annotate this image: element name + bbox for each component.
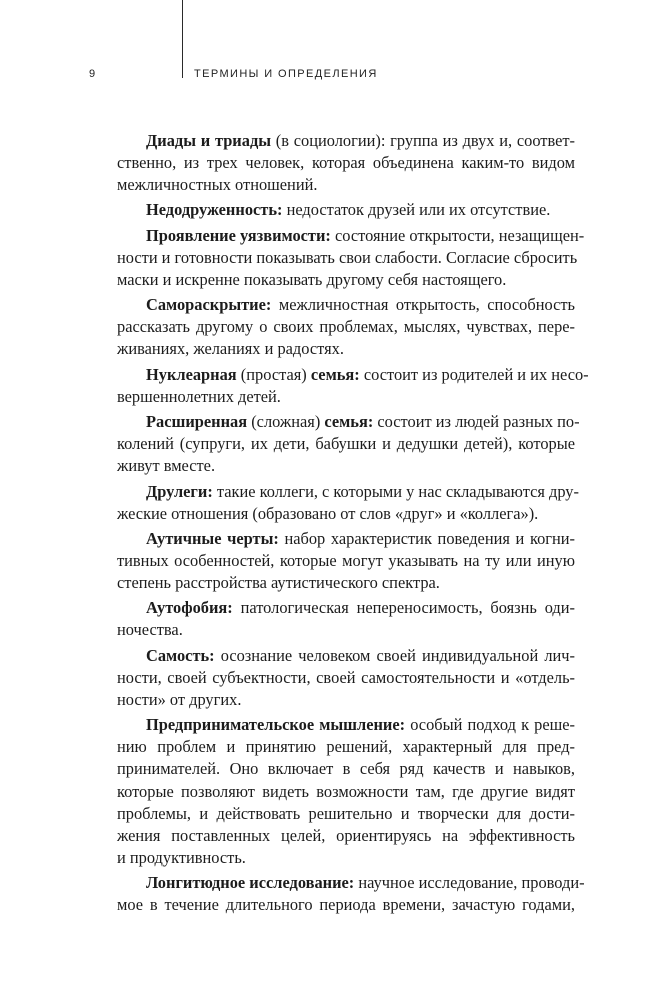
term: Друлеги: [146, 481, 213, 501]
entry-line [117, 572, 575, 594]
entry-line [117, 803, 575, 825]
entry-line [117, 338, 575, 360]
term: Самораскрытие: [146, 295, 272, 315]
definition-text: живаниях, желаниях и радостях. [117, 339, 344, 359]
definition-text: ночества. [117, 620, 183, 640]
glossary-entry [117, 645, 575, 711]
entry-first-line [117, 225, 585, 247]
entry-line [117, 736, 575, 758]
definition-text: особый подход к реше- [405, 715, 575, 735]
entry-first-line [117, 481, 579, 503]
definition-text: жеские отношения (образовано от слов «друг» и «коллега»). [117, 503, 539, 523]
entry-first-line [117, 714, 575, 736]
entry-line [117, 386, 575, 408]
entry-first-line [117, 528, 575, 550]
glossary-entry [117, 597, 575, 641]
definition-text: состоит из родителей и их несо- [359, 364, 589, 384]
entry-line [117, 781, 575, 803]
glossary-entry [117, 481, 579, 525]
definition-text: ственно, из трех человек, которая объединена каким-то видом [117, 153, 575, 173]
entry-line [117, 758, 575, 780]
running-title: ТЕРМИНЫ И ОПРЕДЕЛЕНИЯ [194, 68, 378, 80]
term: Расширенная [146, 412, 248, 432]
entry-line [117, 152, 575, 174]
definition-text: (в социологии): группа из двух и, соответ- [271, 131, 575, 150]
definition-text: (простая) [236, 364, 311, 384]
definition-text: межличностных отношений. [117, 175, 318, 195]
entry-line [117, 619, 575, 641]
definition-text: рассказать другому о своих проблемах, мыслях, чувствах, пере- [117, 317, 575, 337]
term: Предпринимательское мышление: [146, 715, 406, 735]
definition-text: степень расстройства аутистического спектра. [117, 573, 440, 593]
entry-line [117, 316, 575, 338]
term: семья: [310, 364, 360, 384]
glossary-entry [117, 225, 585, 291]
definition-text: осознание человеком своей индивидуальной лич- [214, 645, 575, 665]
term: Проявление уязвимости: [146, 225, 331, 245]
term: Аутичные черты: [146, 528, 279, 548]
definition-text: научное исследование, проводи- [354, 873, 585, 893]
entry-line [117, 433, 575, 455]
term: Самость: [146, 645, 215, 665]
definition-text: колений (супруги, их дети, бабушки и дедушки детей), которые [117, 434, 575, 454]
entry-first-line [117, 364, 589, 386]
definition-text: ности» от других. [117, 689, 242, 709]
entry-first-line [117, 597, 575, 619]
entry-line [117, 550, 575, 572]
glossary-entry [117, 130, 575, 196]
entry-line [117, 247, 578, 269]
definition-text: проблемы, и действовать решительно и творчески для дости- [117, 803, 575, 823]
term: семья: [324, 412, 374, 432]
definition-text: принимателей. Оно включает в себя ряд качеств и навыков, [117, 759, 575, 779]
entry-first-line [117, 411, 580, 433]
page-number: 9 [89, 68, 96, 80]
entry-line [117, 847, 575, 869]
glossary-entry [117, 294, 575, 360]
entry-line [117, 894, 575, 916]
definition-text: жения поставленных целей, ориентируясь на эффективность [117, 825, 575, 845]
definition-text: такие коллеги, с которыми у нас складываются дру- [212, 481, 579, 501]
definition-text: маски и искренне показывать другому себя настоящего. [117, 269, 507, 289]
term: Недодруженность: [146, 200, 283, 220]
entry-line [117, 174, 575, 196]
entry-line [117, 825, 575, 847]
definition-text: набор характеристик поведения и когни- [278, 528, 575, 548]
glossary-body [117, 130, 589, 919]
definition-text: недостаток друзей или их отсутствие. [282, 200, 551, 220]
entry-first-line [117, 199, 575, 221]
glossary-entry [117, 872, 585, 916]
entry-line [117, 269, 575, 291]
definition-text: и продуктивность. [117, 847, 246, 867]
term: Аутофобия: [146, 598, 233, 618]
header-divider [182, 0, 183, 78]
glossary-entry [117, 528, 575, 594]
definition-text: ности и готовности показывать свои слабости. Согласие сбросить [117, 247, 578, 267]
definition-text: живут вместе. [117, 456, 216, 476]
term: Диады и триады [146, 131, 272, 150]
entry-line [117, 503, 575, 525]
definition-text: ности, своей субъектности, своей самостоятельности и «отдель- [117, 667, 575, 687]
glossary-entry [117, 199, 575, 221]
definition-text: нию проблем и принятию решений, характерный для пред- [117, 737, 575, 757]
glossary-entry [117, 714, 575, 869]
entry-first-line [117, 130, 575, 152]
definition-text: межличностная открытость, способность [271, 295, 575, 315]
definition-text: (сложная) [247, 412, 325, 432]
term: Лонгитюдное исследование: [146, 873, 355, 893]
definition-text: мое в течение длительного периода времени, зачастую годами, [117, 895, 575, 915]
glossary-entry [117, 411, 580, 477]
entry-line [117, 667, 575, 689]
definition-text: которые позволяют видеть возможности там, где другие видят [117, 781, 575, 801]
definition-text: состояние открытости, незащищен- [330, 225, 585, 245]
term: Нуклеарная [146, 364, 237, 384]
entry-first-line [117, 645, 575, 667]
entry-line [117, 689, 575, 711]
glossary-entry [117, 364, 589, 408]
definition-text: патологическая непереносимость, боязнь оди- [232, 598, 575, 618]
definition-text: вершеннолетних детей. [117, 386, 281, 406]
entry-first-line [117, 294, 575, 316]
entry-first-line [117, 872, 585, 894]
definition-text: состоит из людей разных по- [373, 412, 580, 432]
entry-line [117, 455, 575, 477]
definition-text: тивных особенностей, которые могут указывать на ту или иную [117, 551, 575, 570]
